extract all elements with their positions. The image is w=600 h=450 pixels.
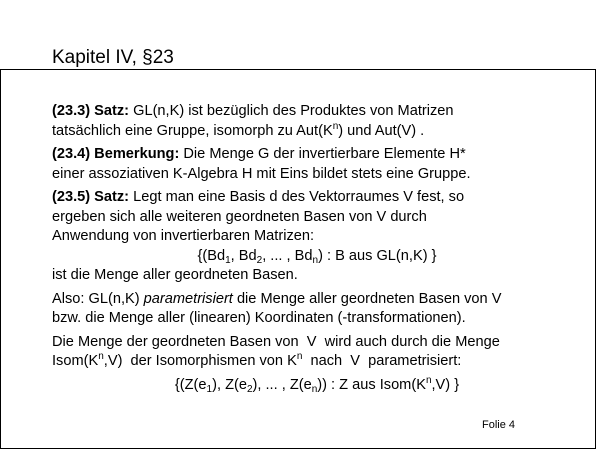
text-line xyxy=(52,290,582,310)
text-line xyxy=(52,102,582,122)
paragraph-isom xyxy=(52,333,582,372)
slide-footer: Folie 4 xyxy=(482,419,516,431)
text-span: nach V parametrisiert: xyxy=(302,353,462,369)
formula-part: , ... , Bd xyxy=(262,247,313,264)
text-line xyxy=(52,145,582,165)
theorem-label: (23.3) Satz: xyxy=(52,103,130,119)
text-line: ergeben sich alle weiteren geordneten Basen von V durch xyxy=(52,208,427,225)
text-span: Also: GL(n,K) xyxy=(52,290,140,307)
text-span: Isom(K xyxy=(52,353,99,369)
text-line xyxy=(52,188,582,208)
formula-part: ), ... , Z(e xyxy=(252,376,312,393)
text-span: die Menge aller geordneten Basen von V xyxy=(236,290,502,307)
formula-part: ) : B aus GL(n,K) } xyxy=(318,247,437,264)
superscript: n xyxy=(98,351,104,362)
paragraph-basis-conclusion xyxy=(52,266,582,286)
superscript: n xyxy=(425,374,432,386)
text-span: Die Menge G der invertierbare Elemente H* xyxy=(183,146,466,162)
text-span: GL(n,K) ist bezüglich des Produktes von Matrizen xyxy=(133,103,454,119)
formula-part: )) : Z aus Isom(K xyxy=(317,376,426,393)
formula-part: {(Z(e xyxy=(174,376,207,393)
formula-part: ,V) } xyxy=(431,376,460,393)
text-span: ) und Aut(V) . xyxy=(338,122,425,139)
paragraph-bemerkung-23-4 xyxy=(52,145,582,184)
formula-part: ), Z(e xyxy=(212,376,247,393)
subscript: 2 xyxy=(256,254,263,266)
text-line: Die Menge der geordneten Basen von V wird auch durch die Menge xyxy=(52,333,500,350)
text-span: ,V) der Isomorphismen von K xyxy=(103,353,297,369)
text-line xyxy=(52,352,582,372)
text-line: bzw. die Menge aller (linearen) Koordinaten (-transformationen). xyxy=(52,310,466,326)
paragraph-satz-23-5 xyxy=(52,188,582,247)
remark-label: (23.4) Bemerkung: xyxy=(52,146,180,162)
text-span: Legt man eine Basis d des Vektorraumes V fest, so xyxy=(133,189,465,205)
text-line: einer assoziativen K-Algebra H mit Eins bildet stets eine Gruppe. xyxy=(52,165,471,182)
slide-title: Kapitel IV, §23 xyxy=(52,47,174,68)
subscript: 1 xyxy=(225,254,231,266)
text-line: ist die Menge aller geordneten Basen. xyxy=(52,267,298,283)
theorem-label: (23.5) Satz: xyxy=(52,189,130,205)
subscript: 1 xyxy=(206,383,213,395)
paragraph-also xyxy=(52,290,582,329)
text-line xyxy=(52,122,582,142)
text-span: tatsächlich eine Gruppe, isomorph zu Aut(K xyxy=(52,122,333,139)
superscript: n xyxy=(332,120,339,132)
superscript: n xyxy=(296,351,303,362)
subscript: 2 xyxy=(246,383,253,395)
italic-term: parametrisiert xyxy=(143,290,233,307)
formula-part: , Bd xyxy=(230,247,257,264)
formula-part: {(Bd xyxy=(197,247,226,264)
subscript: n xyxy=(311,383,318,395)
formula-basis-set xyxy=(52,247,582,267)
slide-content xyxy=(52,102,582,395)
formula-isom-set xyxy=(52,376,582,396)
paragraph-satz-23-3 xyxy=(52,102,582,141)
text-line: Anwendung von invertierbaren Matrizen: xyxy=(52,228,315,244)
subscript: n xyxy=(312,254,319,266)
